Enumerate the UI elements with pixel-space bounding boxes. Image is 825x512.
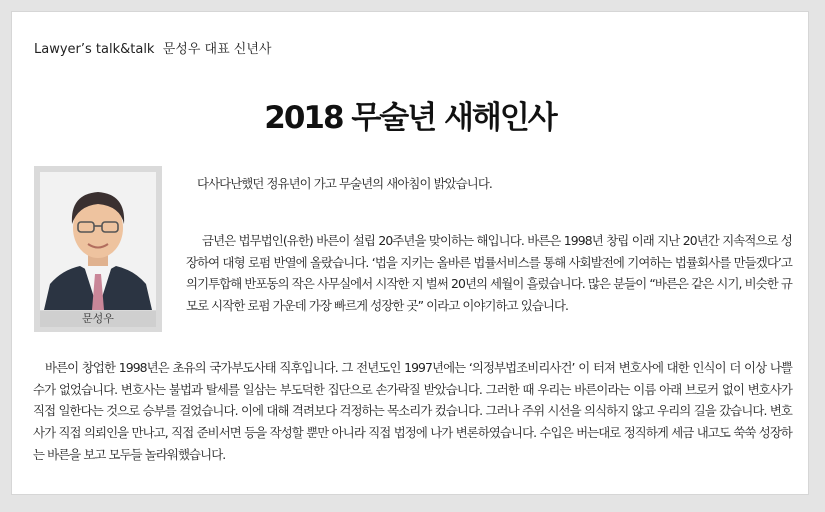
portrait-image xyxy=(40,172,156,310)
series-name: Lawyer’s talk&talk xyxy=(34,42,155,57)
paragraph-1: 다사다난했던 정유년이 가고 무술년의 새아침이 밝았습니다. xyxy=(197,176,492,191)
paragraph-2: 금년은 법무법인(유한) 바른이 설립 20주년을 맞이하는 해입니다. 바른은 1998년 창립 이래 지난 20년간 지속적으로 성장하여 대형 로펌 반열에 올랐습니다. ‘법을 지키는 올바른 법률서비스를 통해 사회발전에 기여하는 법률회사를 만들겠다’고 의기투합해 반포동의 작은 사무실에서 시작한 지 벌써 20년의 세월이 흘렀습니다. 많은 분들이 “바른은 같은 시기, 비슷한 규모로 시작한 로펌 가운데 가장 빠르게 성장한 곳” 이라고 이야기하고 있습니다. xyxy=(186,233,792,314)
header-subject: 문성우 대표 신년사 xyxy=(162,42,272,57)
paragraph-3: 바른이 창업한 1998년은 초유의 국가부도사태 직후입니다. 그 전년도인 1997년에는 ‘의정부법조비리사건’ 이 터져 변호사에 대한 인식이 더 이상 나쁠 수가 없었습니다. 변호사는 불법과 탈세를 일삼는 부도덕한 집단으로 손가락질 받았습니다. 그러한 때 우리는 바른이라는 이름 아래 브로커 없이 변호사가 직접 일한다는 것으로 승부를 걸었습니다. 이에 대해 격려보다 걱정하는 목소리가 컸습니다. 그러나 주위 시선을 의식하지 않고 우리의 길을 갔습니다. 변호사가 직접 의뢰인을 만나고, 직접 준비서면 등을 작성할 뿐만 아니라 직접 법정에 나가 변론하였습니다. 수입은 버는대로 정직하게 세금 내고도 쑥쑥 성장하는 바른을 보고 모두들 놀라워했습니다. xyxy=(33,360,792,462)
header-line xyxy=(34,38,271,57)
page-title: 2018 무술년 새해인사 xyxy=(264,100,556,136)
article-card xyxy=(11,11,809,495)
photo-caption: 문성우 xyxy=(40,311,156,327)
portrait-photo xyxy=(34,166,162,332)
